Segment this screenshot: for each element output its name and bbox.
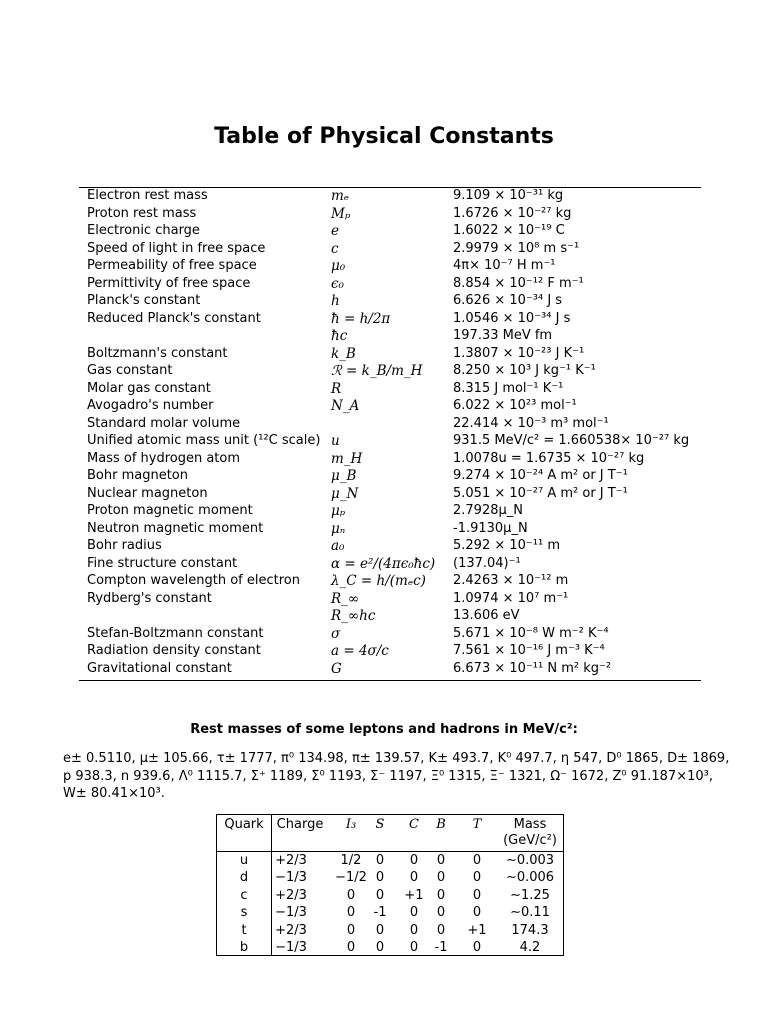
quark-name: d [239, 870, 249, 886]
quark-mass: 174.3 [511, 922, 549, 938]
header-i3: I₃ [345, 817, 357, 832]
quark-isospin: 1/2 [340, 853, 362, 868]
constant-name: Electronic charge [87, 223, 200, 238]
constant-name: Stefan-Boltzmann constant [87, 625, 264, 641]
quark-charm: 0 [409, 853, 419, 868]
quark-bottomness: 0 [436, 887, 446, 903]
quark-strangeness: 0 [375, 853, 385, 868]
constant-row [0, 555, 768, 573]
constant-value: 931.5 MeV/c² = 1.660538× 10⁻²⁷ kg [453, 433, 690, 448]
constant-symbol: σ [331, 625, 341, 642]
constant-name: Proton magnetic moment [87, 503, 253, 518]
constant-symbol: a₀ [331, 538, 345, 554]
header-c: C [409, 817, 419, 832]
constant-symbol: R_∞ [331, 590, 360, 607]
quark-isospin: 0 [346, 940, 356, 955]
constant-name: Fine structure constant [87, 555, 238, 571]
constant-row [0, 520, 768, 538]
constant-value: 4π× 10⁻⁷ H m⁻¹ [453, 258, 556, 273]
constant-value: 6.626 × 10⁻³⁴ J s [453, 293, 563, 308]
quark-name: s [240, 905, 248, 921]
quark-charge: −1/3 [275, 870, 307, 886]
constant-name: Bohr radius [87, 538, 162, 553]
constant-symbol: ħc [331, 328, 348, 344]
constant-name: Permeability of free space [87, 258, 257, 273]
constant-name: Unified atomic mass unit (¹²C scale) [87, 433, 321, 448]
quark-charge: +2/3 [275, 922, 307, 938]
quark-mass: ∼1.25 [510, 887, 550, 903]
constant-row [0, 380, 768, 398]
constant-name: Bohr magneton [87, 468, 188, 483]
quark-isospin: −1/2 [335, 870, 367, 886]
constant-row [0, 572, 768, 590]
quark-topness: 0 [472, 870, 482, 886]
constant-value: 2.4263 × 10⁻¹² m [453, 573, 569, 588]
quark-strangeness: 0 [375, 922, 385, 938]
constant-row [0, 187, 768, 205]
quark-charm: 0 [409, 905, 419, 921]
quark-bottomness: 0 [436, 870, 446, 886]
constant-symbol: a = 4σ/c [331, 643, 389, 659]
constant-name: Avogadro's number [87, 398, 214, 413]
quark-topness: 0 [472, 940, 482, 955]
quark-name: u [239, 853, 249, 868]
quark-strangeness: 0 [375, 887, 385, 903]
constant-row [0, 292, 768, 310]
quark-name: b [239, 940, 249, 955]
header-s: S [375, 817, 385, 832]
quark-charge: −1/3 [275, 940, 307, 955]
constant-value: 22.414 × 10⁻³ m³ mol⁻¹ [453, 415, 609, 431]
constant-name: Radiation density constant [87, 643, 261, 658]
constant-name: Rydberg's constant [87, 590, 212, 606]
constant-value: 8.250 × 10³ J kg⁻¹ K⁻¹ [453, 363, 596, 378]
header-charge: Charge [276, 817, 324, 832]
constant-name: Planck's constant [87, 293, 201, 308]
quark-topness: 0 [472, 905, 482, 921]
constant-value: 9.274 × 10⁻²⁴ A m² or J T⁻¹ [453, 468, 628, 483]
constant-value: 1.0974 × 10⁷ m⁻¹ [453, 590, 569, 606]
constant-row [0, 607, 768, 625]
constant-row [0, 222, 768, 240]
quark-mass: ∼0.11 [510, 905, 550, 921]
constant-value: 1.6726 × 10⁻²⁷ kg [453, 205, 572, 221]
constant-name: Standard molar volume [87, 415, 241, 431]
constant-value: 1.0078u = 1.6735 × 10⁻²⁷ kg [453, 450, 645, 466]
constant-row [0, 327, 768, 345]
quark-charm: 0 [409, 870, 419, 886]
constant-symbol: α = e²/(4πϵ₀ħc) [331, 555, 436, 572]
constant-symbol: N_A [331, 398, 360, 414]
constant-name: Molar gas constant [87, 380, 211, 396]
quark-charge: −1/3 [275, 905, 307, 921]
constant-symbol: h [331, 293, 340, 309]
constant-row [0, 432, 768, 450]
constant-row [0, 537, 768, 555]
rest-masses-line: W± 80.41×10³. [63, 786, 165, 801]
constant-value: 9.109 × 10⁻³¹ kg [453, 188, 564, 203]
constant-row [0, 467, 768, 485]
constant-row [0, 397, 768, 415]
quark-charm: 0 [409, 922, 419, 938]
constant-symbol: λ_C = h/(mₑc) [331, 573, 426, 589]
constant-name: Boltzmann's constant [87, 345, 228, 361]
constant-name: Permittivity of free space [87, 275, 251, 291]
quark-strangeness: -1 [373, 905, 387, 921]
constant-symbol: μₚ [331, 503, 346, 519]
quark-isospin: 0 [346, 905, 356, 921]
constant-value: 7.561 × 10⁻¹⁶ J m⁻³ K⁻⁴ [453, 643, 605, 658]
constant-row [0, 415, 768, 433]
quark-isospin: 0 [346, 922, 356, 938]
constant-row [0, 240, 768, 258]
constant-row [0, 502, 768, 520]
quark-topness: 0 [472, 853, 482, 868]
quark-mass: ∼0.003 [505, 853, 555, 868]
constant-row [0, 642, 768, 660]
header-t: T [472, 817, 482, 832]
quark-isospin: 0 [346, 887, 356, 903]
header-mass-unit: (GeV/c²) [503, 833, 557, 848]
constant-row [0, 205, 768, 223]
quark-charm: +1 [404, 887, 424, 903]
quark-bottomness: 0 [436, 853, 446, 868]
rest-masses-paragraph [63, 750, 730, 803]
constant-value: 1.6022 × 10⁻¹⁹ C [453, 223, 565, 238]
constant-row [0, 362, 768, 380]
constant-symbol: mₑ [331, 188, 350, 204]
constant-value: 8.315 J mol⁻¹ K⁻¹ [453, 380, 564, 396]
constant-value: 5.671 × 10⁻⁸ W m⁻² K⁻⁴ [453, 625, 609, 641]
header-b: B [436, 817, 446, 832]
constant-symbol: e [331, 223, 339, 239]
quark-name: t [241, 922, 247, 938]
constant-symbol: μₙ [331, 520, 346, 537]
constant-symbol: R [331, 380, 342, 397]
rest-masses-line: e± 0.5110, μ± 105.66, τ± 1777, π⁰ 134.98, π± 139.57, K± 493.7, K⁰ 497.7, η 547, D⁰ 1865, D± 1869, [63, 751, 730, 766]
constant-value: (137.04)⁻¹ [453, 555, 521, 571]
constant-symbol: ℛ = k_B/m_H [331, 363, 423, 379]
quark-name: c [240, 887, 248, 903]
constant-name: Electron rest mass [87, 188, 208, 203]
quark-topness: 0 [472, 887, 482, 903]
constant-symbol: μ₀ [331, 258, 346, 274]
constant-name: Mass of hydrogen atom [87, 450, 241, 466]
constant-symbol: ϵ₀ [331, 275, 344, 292]
constant-value: 6.022 × 10²³ mol⁻¹ [453, 398, 577, 413]
constant-symbol: ħ = h/2π [331, 310, 391, 327]
constant-value: 197.33 MeV fm [453, 328, 553, 343]
constant-name: Proton rest mass [87, 205, 197, 221]
constant-name: Gravitational constant [87, 660, 232, 676]
constants-table-bottom-rule [79, 680, 701, 681]
constant-value: 6.673 × 10⁻¹¹ N m² kg⁻² [453, 660, 612, 676]
constant-row [0, 310, 768, 328]
quark-charm: 0 [409, 940, 419, 955]
quark-charge: +2/3 [275, 887, 307, 903]
constant-value: 8.854 × 10⁻¹² F m⁻¹ [453, 275, 584, 291]
quark-bottomness: 0 [436, 905, 446, 921]
constant-value: 1.3807 × 10⁻²³ J K⁻¹ [453, 345, 585, 361]
constant-value: 5.051 × 10⁻²⁷ A m² or J T⁻¹ [453, 485, 628, 501]
constant-symbol: μ_N [331, 485, 359, 502]
constant-value: 5.292 × 10⁻¹¹ m [453, 538, 560, 553]
constant-symbol: μ_B [331, 468, 357, 484]
constant-name: Gas constant [87, 363, 173, 378]
quark-topness: +1 [467, 922, 487, 938]
constant-value: -1.9130μ_N [453, 520, 528, 536]
constant-row [0, 625, 768, 643]
quark-table [216, 814, 564, 956]
constant-symbol: c [331, 240, 339, 257]
quark-strangeness: 0 [375, 870, 385, 886]
constant-row [0, 345, 768, 363]
page-title: Table of Physical Constants [214, 124, 554, 149]
header-quark: Quark [224, 817, 264, 832]
constant-row [0, 590, 768, 608]
quark-charge: +2/3 [275, 853, 307, 868]
quark-mass: 4.2 [519, 940, 541, 955]
rest-masses-line: p 938.3, n 939.6, Λ⁰ 1115.7, Σ⁺ 1189, Σ⁰ 1193, Σ⁻ 1197, Ξ⁰ 1315, Ξ⁻ 1321, Ω⁻ 1672, Z⁰ 91.187×10³, [63, 768, 713, 784]
rest-masses-heading: Rest masses of some leptons and hadrons in MeV/c²: [190, 722, 578, 737]
constant-row [0, 257, 768, 275]
constant-row [0, 450, 768, 468]
constant-symbol: u [331, 433, 340, 449]
constant-name: Reduced Planck's constant [87, 310, 261, 326]
constant-symbol: G [331, 660, 342, 677]
quark-strangeness: 0 [375, 940, 385, 955]
constant-name: Compton wavelength of electron [87, 573, 300, 588]
constant-value: 2.9979 × 10⁸ m s⁻¹ [453, 240, 580, 256]
quark-mass: ∼0.006 [505, 870, 555, 886]
constant-name: Speed of light in free space [87, 240, 266, 256]
constant-symbol: k_B [331, 345, 356, 362]
header-mass: Mass [513, 817, 547, 832]
constant-value: 1.0546 × 10⁻³⁴ J s [453, 310, 571, 326]
quark-bottomness: 0 [436, 922, 446, 938]
quark-bottomness: -1 [434, 940, 448, 955]
constant-row [0, 660, 768, 678]
constant-symbol: m_H [331, 450, 363, 467]
constant-symbol: Mₚ [331, 205, 351, 222]
constant-symbol: R_∞hc [331, 608, 376, 624]
constant-value: 2.7928μ_N [453, 503, 523, 518]
constant-name: Neutron magnetic moment [87, 520, 264, 536]
constant-row [0, 275, 768, 293]
constant-value: 13.606 eV [453, 608, 520, 623]
constant-row [0, 485, 768, 503]
constant-name: Nuclear magneton [87, 485, 208, 501]
